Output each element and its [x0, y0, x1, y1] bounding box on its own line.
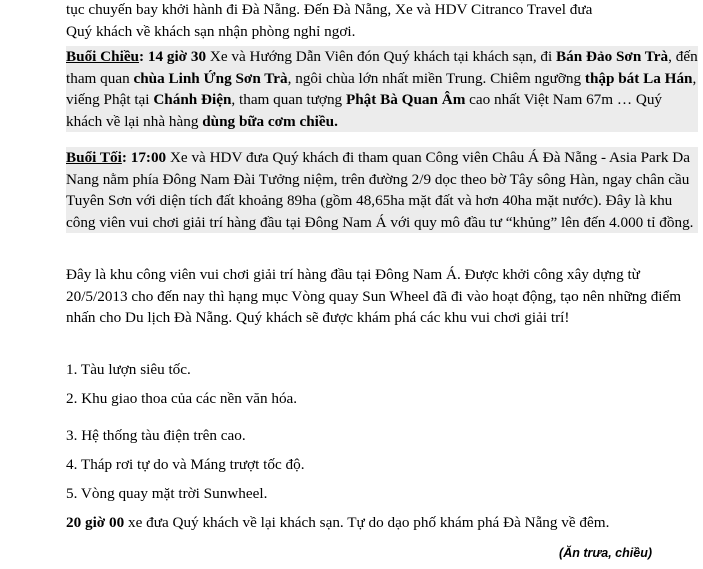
meal-note: (Ăn trưa, chiều) — [559, 546, 652, 560]
evening-time: 17:00 — [130, 149, 167, 166]
night-paragraph — [66, 512, 698, 534]
evening-label: Buổi Tối — [66, 149, 122, 166]
evening-paragraph — [66, 147, 698, 233]
list-item: 5. Vòng quay mặt trời Sunwheel. — [66, 485, 268, 502]
night-time: 20 giờ 00 — [66, 514, 125, 531]
afternoon-dinner: dùng bữa cơm chiều. — [202, 112, 338, 130]
afternoon-label: Buổi Chiều — [66, 48, 140, 65]
afternoon-time: 14 giờ 30 — [147, 48, 207, 65]
afternoon-la-han: thập bát La Hán — [584, 69, 693, 87]
afternoon-colon: : — [139, 48, 145, 65]
afternoon-place-son-tra: Bán Đảo Sơn Trà — [556, 48, 669, 65]
afternoon-text-5: , tham quan tượng — [231, 91, 346, 109]
afternoon-text-1: Xe và Hướng Dẫn Viên đón Quý khách tại khách sạn, đi — [206, 48, 557, 65]
afternoon-text-2: , đến tham quan — [66, 48, 698, 87]
list-item: 3. Hệ thống tàu điện trên cao. — [66, 427, 246, 444]
afternoon-quan-am: Phật Bà Quan Âm — [345, 91, 466, 109]
afternoon-text-3: , ngôi chùa lớn nhất miền Trung. Chiêm ngưỡng — [287, 69, 585, 87]
afternoon-place-pagoda: chùa Linh Ứng Sơn Trà — [133, 69, 288, 87]
intro-line-2: Quý khách về khách sạn nhận phòng nghỉ ngơi. — [66, 22, 356, 40]
list-item: 4. Tháp rơi tự do và Máng trượt tốc độ. — [66, 456, 305, 473]
list-item: 1. Tàu lượn siêu tốc. — [66, 361, 191, 378]
afternoon-chanh-dien: Chánh Điện — [153, 91, 232, 109]
evening-colon: : — [121, 149, 127, 166]
afternoon-paragraph — [66, 46, 698, 132]
intro-line-1: tục chuyến bay khởi hành đi Đà Nẵng. Đến Đà Nẵng, Xe và HDV Citranco Travel đưa — [66, 1, 593, 18]
afternoon-text-4: , viếng Phật tại — [66, 69, 697, 109]
park-paragraph: Đây là khu công viên vui chơi giải trí hàng đầu tại Đông Nam Á. Được khởi công xây dựng từ 20/5/2013 cho đến nay thì hạng mục Vòng quay Sun Wheel đã đi vào hoạt động, tạo nên những điểm nhấn cho Du lịch Đà Nẵng. Quý khách sẽ được khám phá các khu vui chơi giải trí! — [66, 266, 682, 327]
intro-paragraph — [66, 0, 698, 42]
list-item: 2. Khu giao thoa của các nền văn hóa. — [66, 390, 298, 407]
evening-text: Xe và HDV đưa Quý khách đi tham quan Công viên Châu Á Đà Nẵng - Asia Park Da Nang nằm phía Đông Nam Đài Tưởng niệm, trên đường 2/9 dọc theo bờ Tây sông Hàn, ngay chân cầu Tuyên Sơn với diện tích đất khoảng 89ha (gồm 48,65ha mặt đất và hơn 40ha mặt nước). Đây là khu công viên vui chơi giải trí hàng đầu tại Đông Nam Á với quy mô đầu tư “khủng” lên đến 4.000 tỉ đồng. — [66, 149, 694, 231]
afternoon-text-6: cao nhất Việt Nam 67m … Quý khách về lại nhà hàng — [66, 91, 663, 130]
night-text: xe đưa Quý khách về lại khách sạn. Tự do dạo phố khám phá Đà Nẵng về đêm. — [124, 514, 610, 531]
